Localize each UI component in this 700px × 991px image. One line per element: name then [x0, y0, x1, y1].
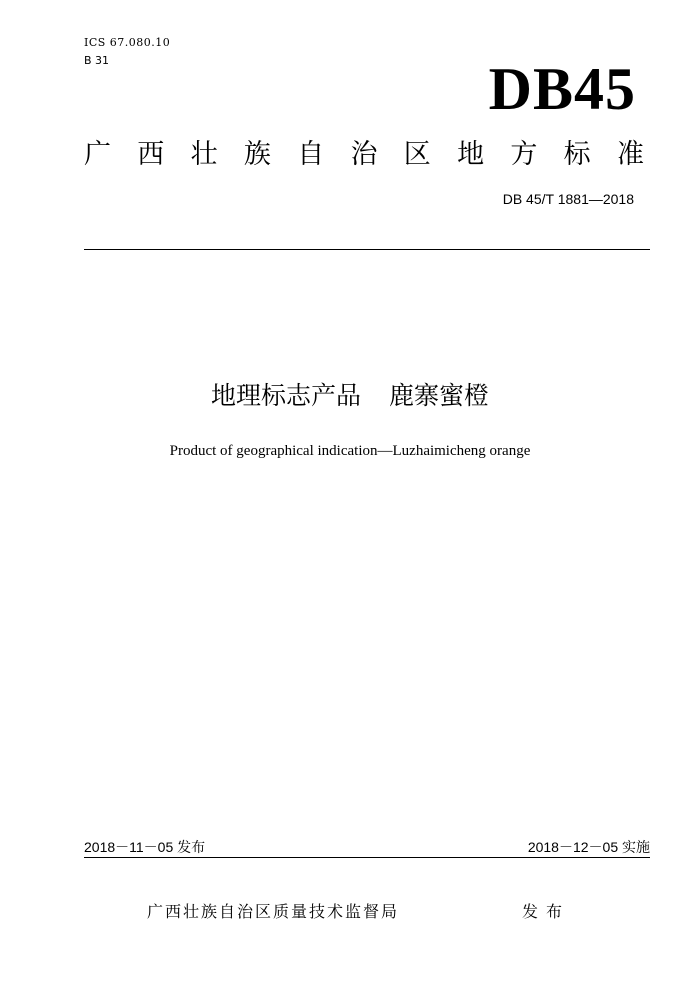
standard-code-mark: DB45: [488, 56, 636, 122]
standard-type-char: 治: [350, 139, 378, 170]
ccs-code: B 31: [84, 54, 110, 67]
standard-type-char: 准: [616, 139, 644, 170]
standard-type-char: 西: [137, 139, 165, 170]
standard-type-char: 自: [297, 139, 325, 170]
standard-type-char: 区: [403, 139, 431, 170]
document-title-en: Product of geographical indication—Luzhaimicheng orange: [169, 443, 531, 459]
implementation-date: 2018－12－05 实施: [527, 839, 650, 855]
standard-type-char: 地: [457, 139, 485, 170]
standard-type-char: 族: [243, 139, 271, 170]
title-zh-category: 地理标志产品: [210, 381, 361, 410]
standard-type-char: 广: [84, 139, 111, 170]
issue-date: 2018－11－05 发布: [84, 839, 206, 855]
document-title-zh: [0, 380, 700, 412]
header-divider: [84, 249, 650, 250]
standard-type-char: 壮: [190, 139, 218, 170]
issuing-authority: 广西壮族自治区质量技术监督局: [147, 902, 400, 921]
standard-type-char: 标: [563, 139, 591, 170]
standard-type-char: 方: [510, 139, 538, 170]
standard-type-heading: [84, 138, 644, 172]
standard-number: DB 45/T 1881—2018: [502, 191, 634, 207]
ics-code: ICS 67.080.10: [84, 36, 171, 49]
footer-divider: [84, 857, 650, 858]
title-zh-product: 鹿寨蜜橙: [389, 381, 490, 410]
publish-label: 发布: [522, 902, 571, 921]
